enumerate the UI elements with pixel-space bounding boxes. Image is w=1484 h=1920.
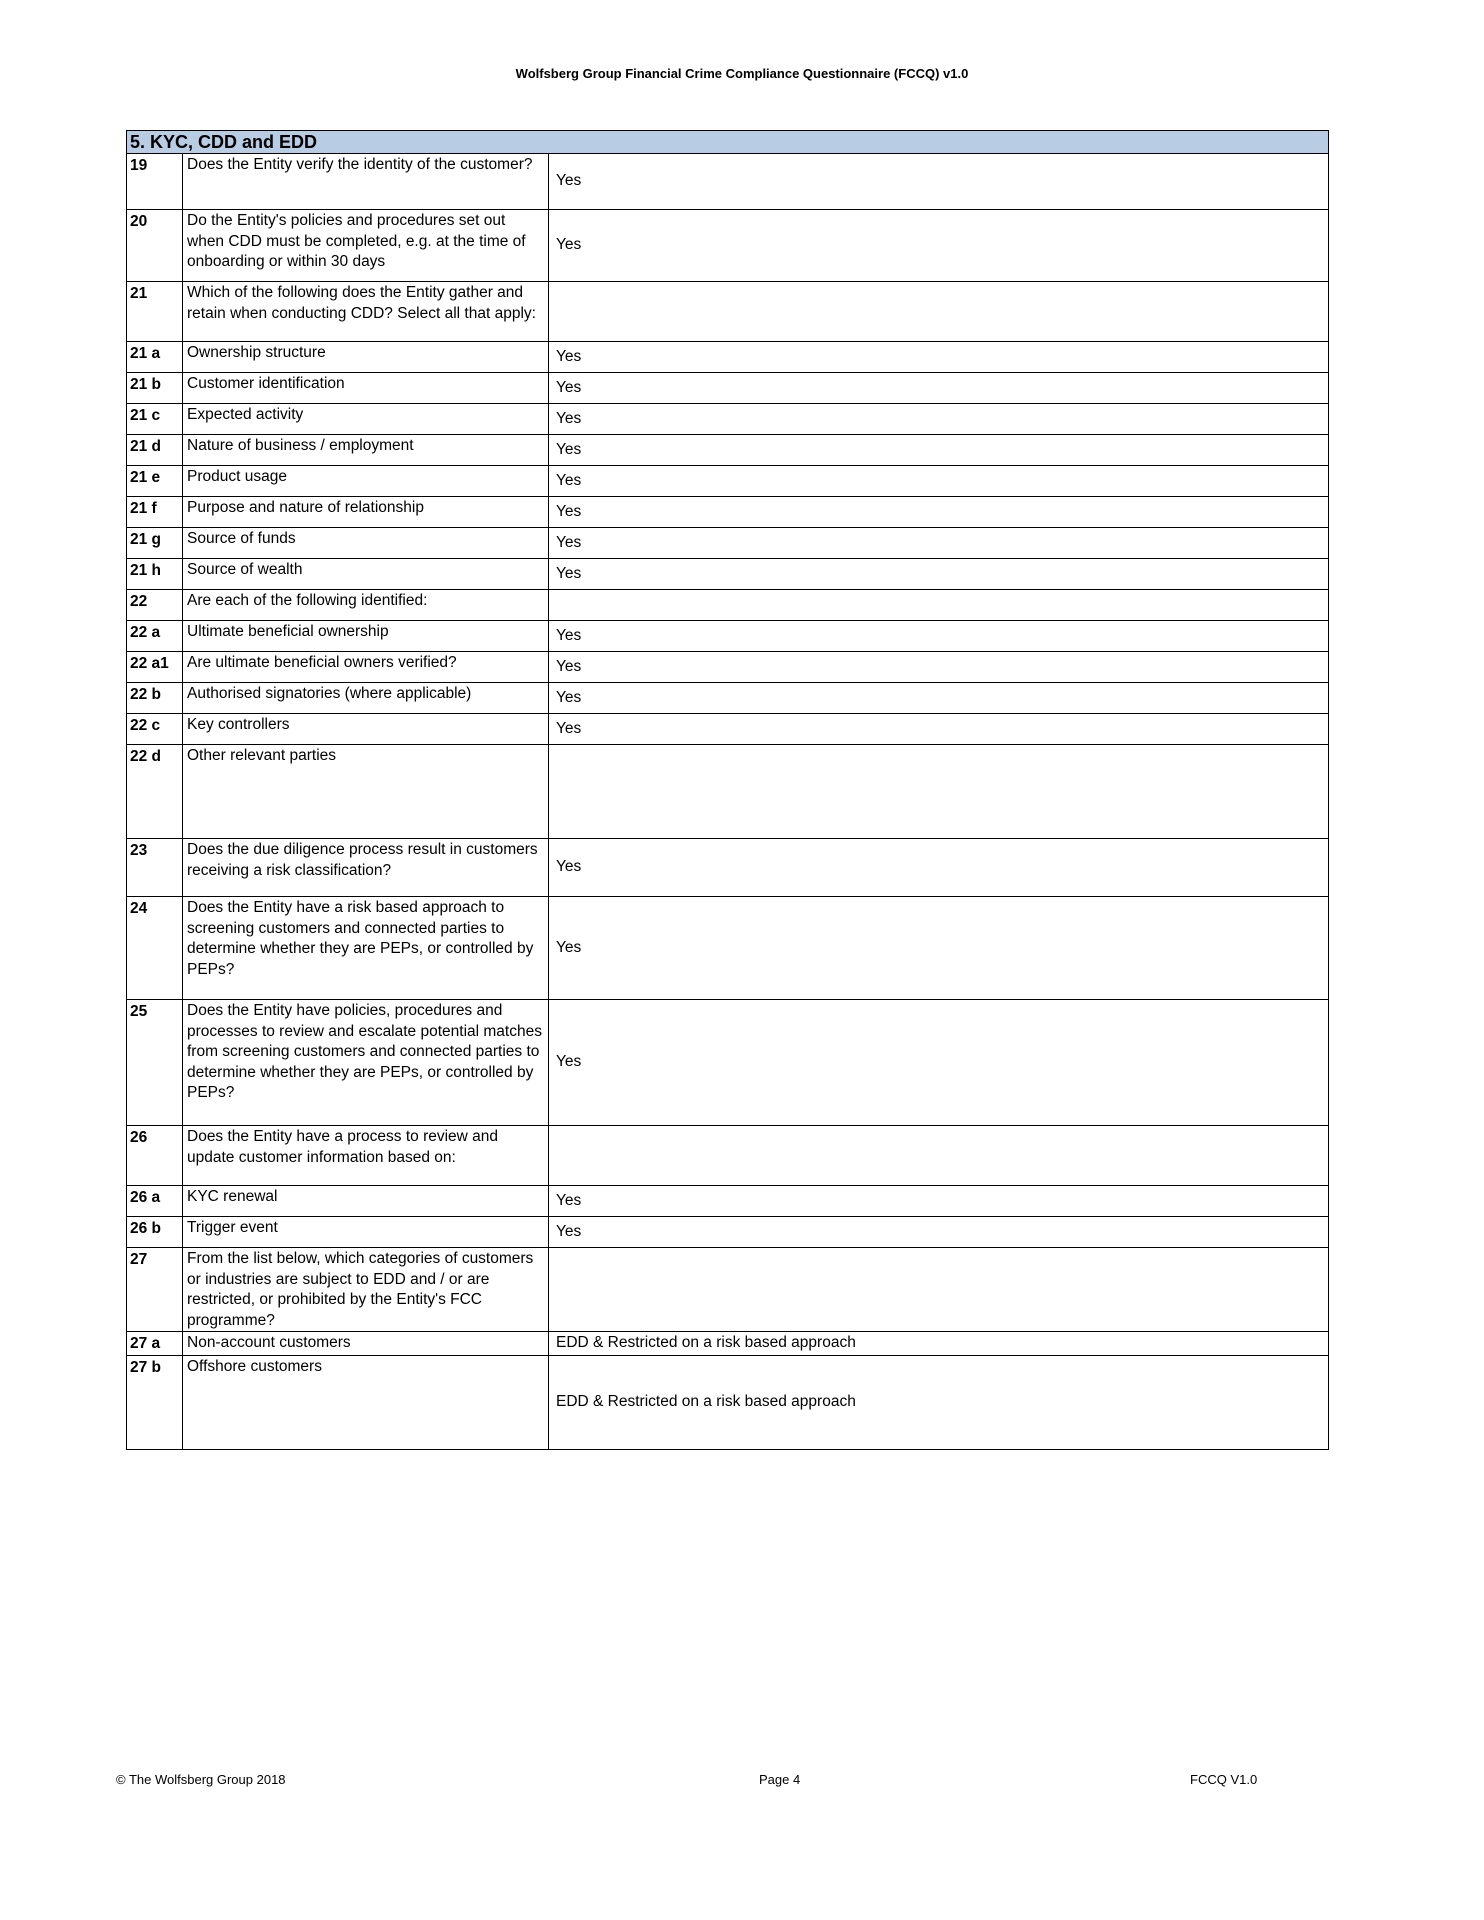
question-number: 27: [127, 1248, 183, 1332]
question-row: [127, 1355, 1329, 1449]
answer-value: Yes: [549, 559, 1329, 590]
question-text: Other relevant parties: [183, 745, 549, 839]
question-number: 21 a: [127, 342, 183, 373]
question-text: Authorised signatories (where applicable): [183, 683, 549, 714]
answer-value: Yes: [549, 404, 1329, 435]
question-row: [127, 373, 1329, 404]
question-row: [127, 528, 1329, 559]
answer-value: Yes: [549, 839, 1329, 897]
answer-value: Yes: [549, 373, 1329, 404]
question-text: Purpose and nature of relationship: [183, 497, 549, 528]
question-text: Are ultimate beneficial owners verified?: [183, 652, 549, 683]
question-row: [127, 435, 1329, 466]
footer-version: FCCQ V1.0: [1190, 1772, 1258, 1787]
question-row: [127, 497, 1329, 528]
answer-value: Yes: [549, 683, 1329, 714]
answer-value: Yes: [549, 497, 1329, 528]
question-number: 21 g: [127, 528, 183, 559]
answer-value: Yes: [549, 528, 1329, 559]
question-text: Expected activity: [183, 404, 549, 435]
question-text: Source of wealth: [183, 559, 549, 590]
footer-copyright: © The Wolfsberg Group 2018: [116, 1772, 286, 1787]
question-number: 21: [127, 282, 183, 342]
question-number: 22 b: [127, 683, 183, 714]
question-text: Does the Entity verify the identity of the customer?: [183, 154, 549, 210]
question-number: 26: [127, 1126, 183, 1186]
question-row: [127, 1126, 1329, 1186]
question-text: Ultimate beneficial ownership: [183, 621, 549, 652]
question-number: 19: [127, 154, 183, 210]
question-number: 21 h: [127, 559, 183, 590]
question-row: [127, 404, 1329, 435]
question-text: Offshore customers: [183, 1355, 549, 1449]
question-row: [127, 342, 1329, 373]
question-row: [127, 1248, 1329, 1332]
answer-value: [549, 1126, 1329, 1186]
question-text: Does the due diligence process result in customers receiving a risk classification?: [183, 839, 549, 897]
question-number: 26 a: [127, 1186, 183, 1217]
document-header: Wolfsberg Group Financial Crime Compliance Questionnaire (FCCQ) v1.0: [515, 66, 969, 81]
question-row: [127, 590, 1329, 621]
answer-value: Yes: [549, 342, 1329, 373]
question-row: [127, 154, 1329, 210]
answer-value: [549, 282, 1329, 342]
question-text: Product usage: [183, 466, 549, 497]
question-row: [127, 714, 1329, 745]
question-text: KYC renewal: [183, 1186, 549, 1217]
question-text: Nature of business / employment: [183, 435, 549, 466]
question-row: [127, 1000, 1329, 1126]
answer-value: EDD & Restricted on a risk based approach: [549, 1332, 1329, 1356]
question-row: [127, 745, 1329, 839]
answer-value: Yes: [549, 621, 1329, 652]
question-text: Trigger event: [183, 1217, 549, 1248]
answer-value: Yes: [549, 154, 1329, 210]
footer-page-number: Page 4: [759, 1772, 801, 1787]
question-number: 24: [127, 897, 183, 1000]
question-number: 27 a: [127, 1332, 183, 1356]
question-text: From the list below, which categories of customers or industries are subject to EDD and / or are restricted, or prohibited by the Entity's FCC programme?: [183, 1248, 549, 1332]
answer-value: Yes: [549, 1000, 1329, 1126]
answer-value: Yes: [549, 210, 1329, 282]
question-text: Customer identification: [183, 373, 549, 404]
answer-value: Yes: [549, 1217, 1329, 1248]
question-text: Source of funds: [183, 528, 549, 559]
answer-value: [549, 590, 1329, 621]
question-number: 23: [127, 839, 183, 897]
question-number: 25: [127, 1000, 183, 1126]
question-row: [127, 1217, 1329, 1248]
answer-value: Yes: [549, 652, 1329, 683]
question-row: [127, 652, 1329, 683]
question-text: Non-account customers: [183, 1332, 549, 1356]
question-number: 27 b: [127, 1355, 183, 1449]
question-row: [127, 839, 1329, 897]
questionnaire-table: [126, 130, 1329, 1450]
question-text: Key controllers: [183, 714, 549, 745]
answer-value: [549, 745, 1329, 839]
question-number: 22 c: [127, 714, 183, 745]
question-row: [127, 1332, 1329, 1356]
question-number: 21 c: [127, 404, 183, 435]
question-number: 21 f: [127, 497, 183, 528]
question-row: [127, 621, 1329, 652]
question-text: Which of the following does the Entity gather and retain when conducting CDD? Select all that apply:: [183, 282, 549, 342]
question-number: 22: [127, 590, 183, 621]
question-text: Are each of the following identified:: [183, 590, 549, 621]
question-number: 26 b: [127, 1217, 183, 1248]
question-number: 21 b: [127, 373, 183, 404]
answer-value: EDD & Restricted on a risk based approach: [549, 1355, 1329, 1449]
question-row: [127, 466, 1329, 497]
question-text: Does the Entity have policies, procedures and processes to review and escalate potential matches from screening customers and connected parties to determine whether they are PEPs, or controlled by PEPs?: [183, 1000, 549, 1126]
question-text: Does the Entity have a risk based approach to screening customers and connected parties to determine whether they are PEPs, or controlled by PEPs?: [183, 897, 549, 1000]
question-row: [127, 559, 1329, 590]
section-header-row: [127, 131, 1329, 154]
answer-value: Yes: [549, 714, 1329, 745]
question-number: 22 d: [127, 745, 183, 839]
question-row: [127, 1186, 1329, 1217]
question-text: Do the Entity's policies and procedures set out when CDD must be completed, e.g. at the time of onboarding or within 30 days: [183, 210, 549, 282]
question-number: 20: [127, 210, 183, 282]
answer-value: Yes: [549, 897, 1329, 1000]
question-number: 21 e: [127, 466, 183, 497]
answer-value: Yes: [549, 435, 1329, 466]
answer-value: Yes: [549, 1186, 1329, 1217]
question-row: [127, 210, 1329, 282]
question-number: 21 d: [127, 435, 183, 466]
answer-value: [549, 1248, 1329, 1332]
question-text: Does the Entity have a process to review and update customer information based on:: [183, 1126, 549, 1186]
question-row: [127, 282, 1329, 342]
question-number: 22 a1: [127, 652, 183, 683]
question-row: [127, 683, 1329, 714]
answer-value: Yes: [549, 466, 1329, 497]
question-row: [127, 897, 1329, 1000]
question-text: Ownership structure: [183, 342, 549, 373]
section-title: 5. KYC, CDD and EDD: [127, 131, 1329, 154]
question-number: 22 a: [127, 621, 183, 652]
